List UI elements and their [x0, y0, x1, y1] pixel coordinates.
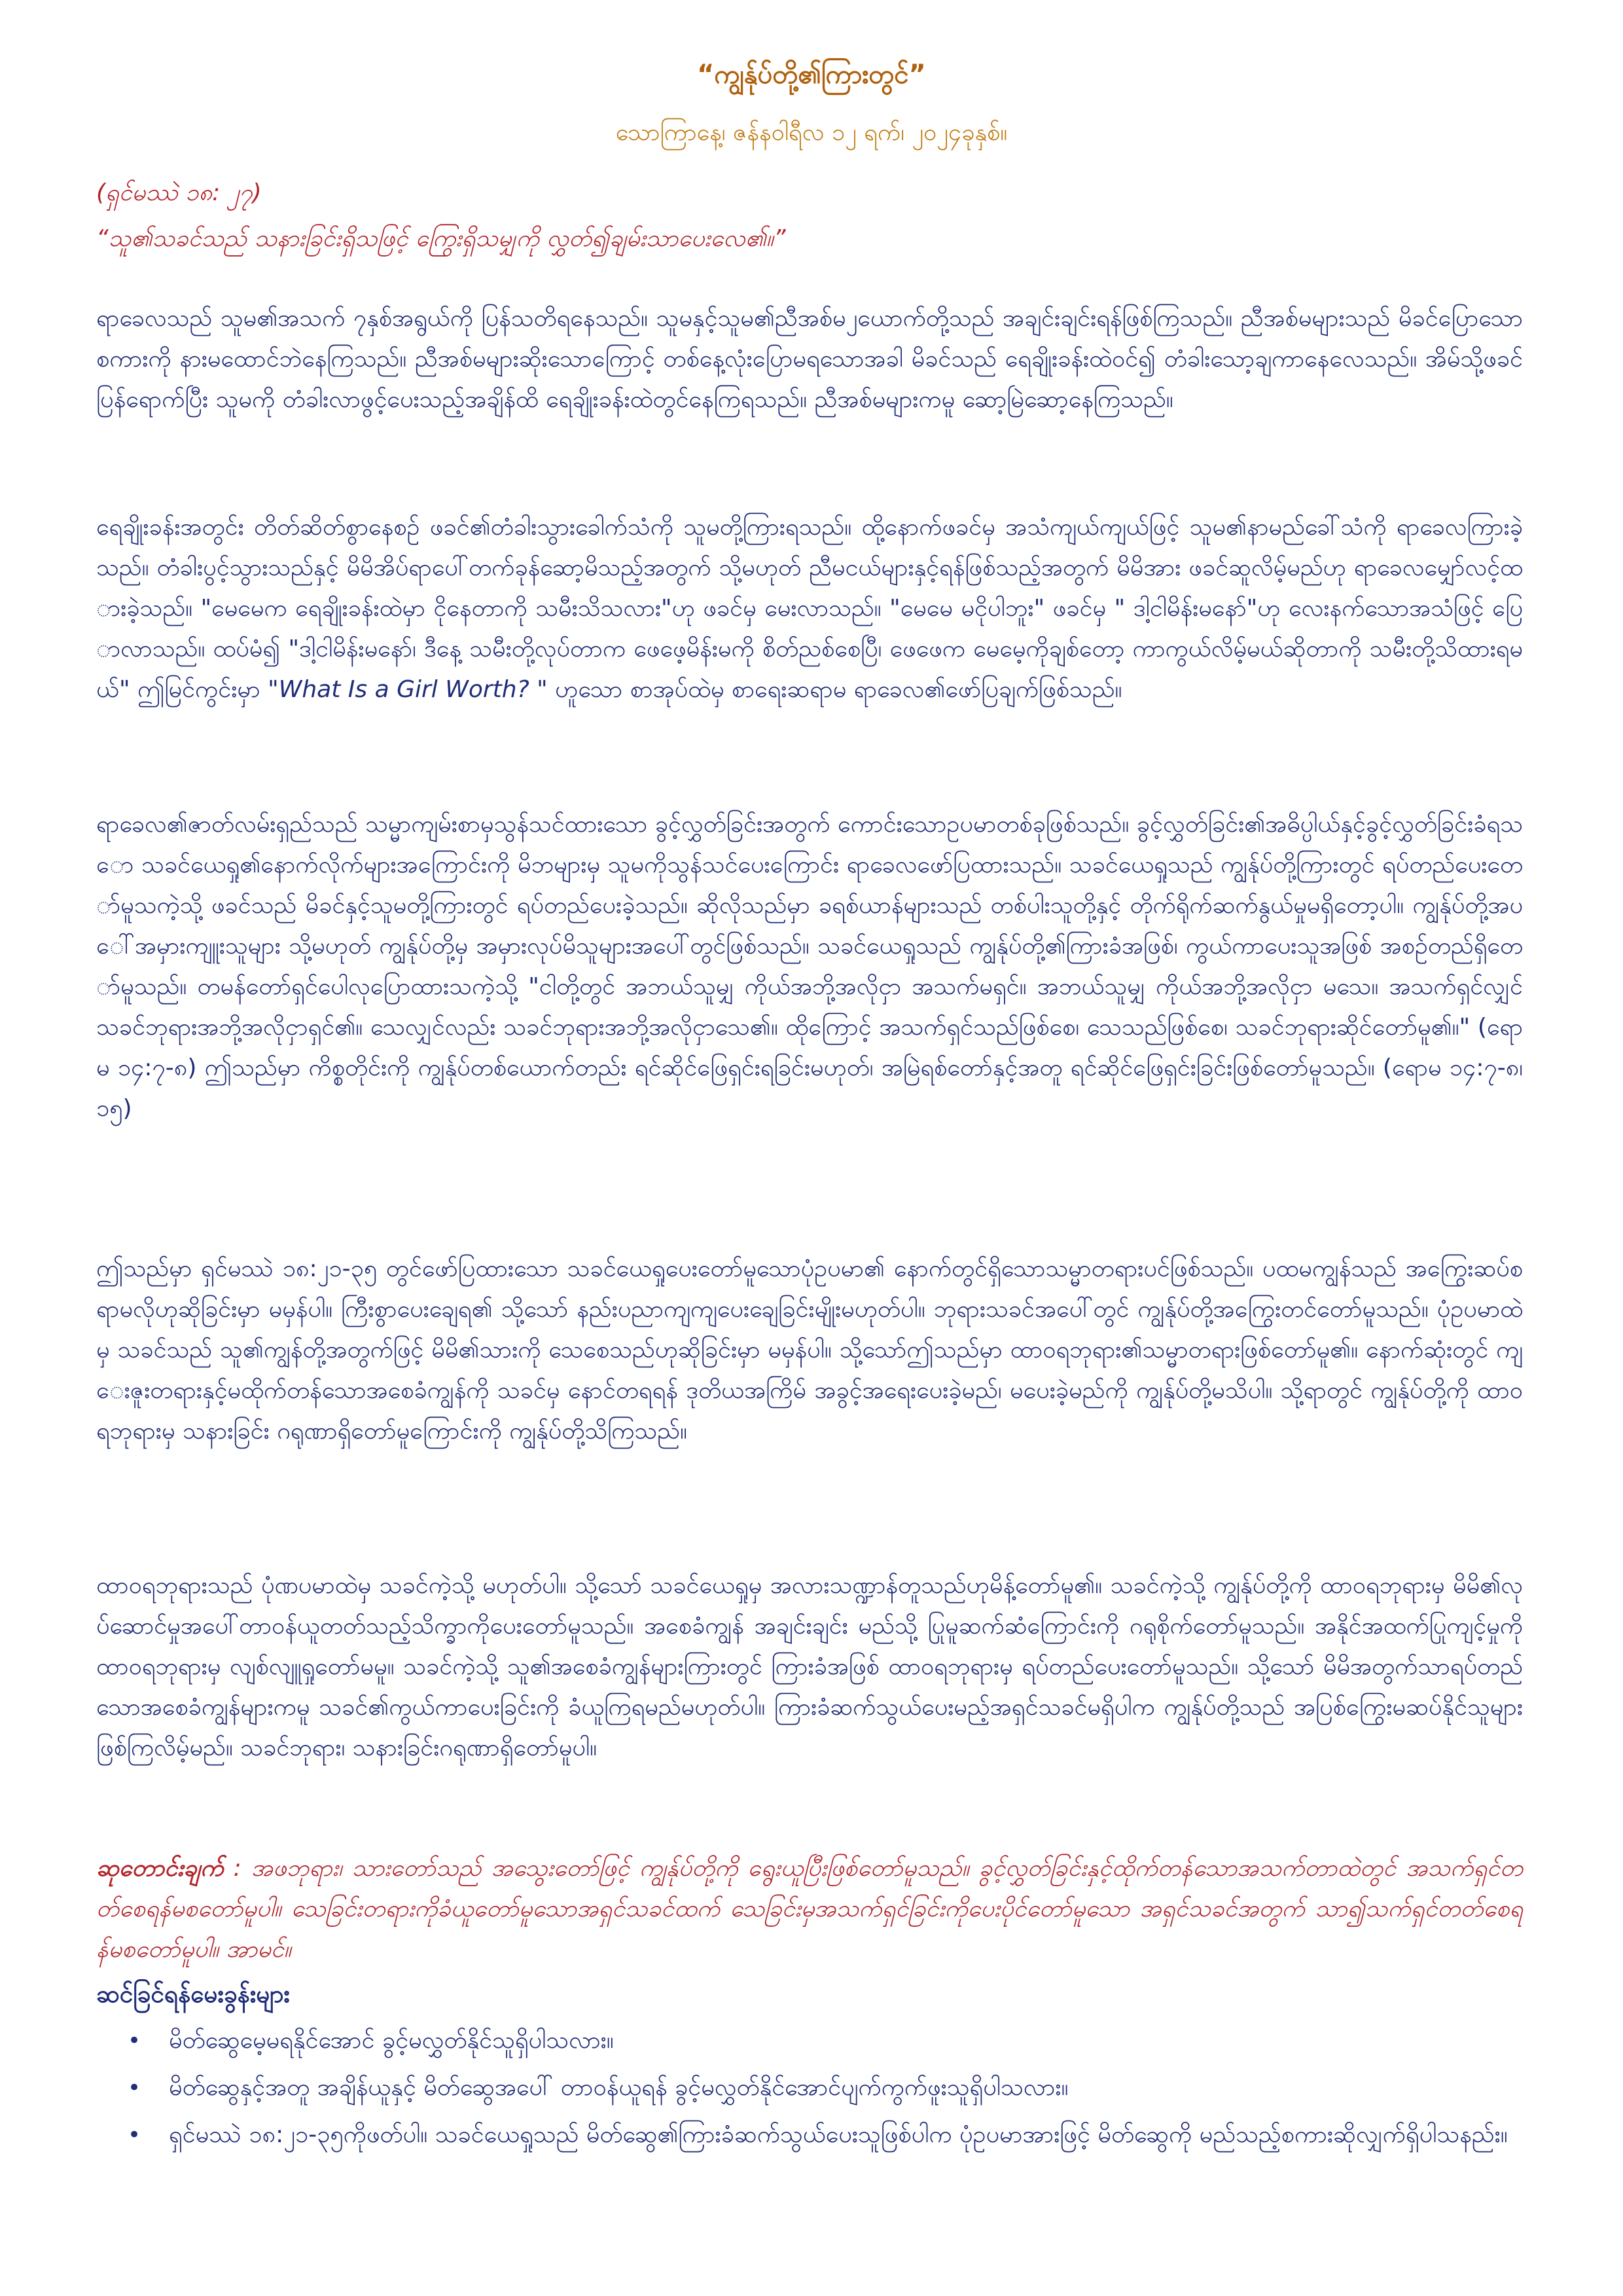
paragraph-2-tail: ဟူသော စာအုပ်ထဲမှ စာရေးဆရာမ ရာခေလ၏ဖော်ပြချက်ဖြစ်သည်။: [547, 676, 1122, 703]
paragraph-2-text: ရေချိုးခန်းအတွင်း တိတ်ဆိတ်စွာနေစဉ် ဖခင်၏တံခါးသွားခေါက်သံကို သူမတို့ကြားရသည်။ ထို့နောက်ဖခင်မှ အသံကျယ်ကျယ်ဖြင့် သူမ၏နာမည်ခေါ်သံကို ရာခေလကြားခဲ့သည်။ တံခါးပွင့်သွားသည်နှင့် မိမိအိပ်ရာပေါ်တက်ခုန်ဆော့မိသည့်အတွက် သို့မဟုတ် ညီမငယ်များနှင့်ရန်ဖြစ်သည့်အတွက် မိမိအား ဖခင်ဆူလိမ့်မည်ဟု ရာခေလမျှော်လင့်ထားခဲ့သည်။ "မေမေက ရေချိုးခန်းထဲမှာ ငိုနေတာကို သမီးသိသလား"ဟု ဖခင်မှ မေးလာသည်။ "မေမေ မငိုပါဘူး" ဖခင်မှ " ဒါ့ငါမိန်းမနော်"ဟု လေးနက်သောအသံဖြင့် ပြောလာသည်။ ထပ်မံ၍ "ဒါ့ငါမိန်းမနော်၊ ဒီနေ့ သမီးတို့လုပ်တာက ဖေဖေ့မိန်းမကို စိတ်ညစ်စေပြီ၊ ဖေဖေက မေမေ့ကိုချစ်တော့ ကာကွယ်လိမ့်မယ်ဆိုတာကို သမီးတို့သိထားရမယ်" ဤမြင်ကွင်းမှာ: [96, 514, 1523, 703]
page-title: “ကျွန်ုပ်တို့၏ကြားတွင်”: [697, 60, 926, 90]
questions-list: [124, 2021, 1525, 2162]
question-text: မိတ်ဆွေမေ့မရနိုင်အောင် ခွင့်မလွှတ်နိုင်သူရှိပါသလား။: [169, 2027, 614, 2054]
scripture-verse: “သူ၏သခင်သည် သနားခြင်းရှိသဖြင့် ကြွေးရှိသမျှကို လွှတ်၍ချမ်းသာပေးလေ၏။”: [96, 225, 786, 252]
questions-heading: ဆင်ခြင်ရန်မေးခွန်းများ: [96, 1980, 290, 2008]
book-title: "What Is a Girl Worth? ": [268, 676, 548, 703]
prayer: [96, 1848, 1523, 1970]
paragraph-5: ထာဝရဘုရားသည် ပုံဏပမာထဲမှ သခင်ကဲ့သို့ မဟုတ်ပါ။ သို့သော် သခင်ယေရှုမှ အလားသဏ္ဍာန်တူသည်ဟုမိန့်တော်မူ၏။ သခင်ကဲ့သို့ ကျွန်ုပ်တို့ကို ထာဝရဘုရားမှ မိမိ၏လုပ်ဆောင်မှုအပေါ်တာဝန်ယူတတ်သည့်သိက္ခာကိုပေးတော်မူသည်။ အစေခံကျွန် အချင်းချင်း မည်သို့ ပြုမူဆက်ဆံကြောင်းကို ဂရုစိုက်တော်မူသည်။ အနိုင်အထက်ပြုကျင့်မှုကို ထာဝရဘုရားမှ လျစ်လျူရှုတော်မမူ။ သခင်ကဲ့သို့ သူ၏အစေခံကျွန်များကြားတွင် ကြားခံအဖြစ် ထာဝရဘုရားမှ ရပ်တည်ပေးတော်မူသည်။ သို့သော် မိမိအတွက်သာရပ်တည်သောအစေခံကျွန်များကမူ သခင်၏ကွယ်ကာပေးခြင်းကို ခံယူကြရမည်မဟုတ်ပါ။ ကြားခံဆက်သွယ်ပေးမည့်အရှင်သခင်မရှိပါက ကျွန်ုပ်တို့သည် အပြစ်ကြွေးမဆပ်နိုင်သူများဖြစ်ကြလိမ့်မည်။ သခင်ဘုရား၊ သနားခြင်းဂရုဏာရှိတော်မူပါ။: [96, 1572, 1523, 1761]
paragraph-3: ရာခေလ၏ဇာတ်လမ်းရှည်သည် သမ္မာကျမ်းစာမှသွန်သင်ထားသော ခွင့်လွှတ်ခြင်းအတွက် ကောင်းသောဥပမာတစ်ခုဖြစ်သည်။ ခွင့်လွှတ်ခြင်း၏အဓိပ္ပါယ်နှင့်ခွင့်လွှတ်ခြင်းခံရသော သခင်ယေရှု၏နောက်လိုက်များအကြောင်းကို မိဘများမှ သူမကိုသွန်သင်ပေးကြောင်း ရာခေလဖော်ပြထားသည်။ သခင်ယေရှုသည် ကျွန်ုပ်တို့ကြားတွင် ရပ်တည်ပေးတော်မူသကဲ့သို့ ဖခင်သည် မိခင်နှင့်သူမတို့ကြားတွင် ရပ်တည်ပေးခဲ့သည်။ ဆိုလိုသည်မှာ ခရစ်ယာန်များသည် တစ်ပါးသူတို့နှင့် တိုက်ရိုက်ဆက်နွယ်မှုမရှိတော့ပါ။ ကျွန်ုပ်တို့အပေါ်အမှားကျူးသူများ သို့မဟုတ် ကျွန်ုပ်တို့မှ အမှားလုပ်မိသူများအပေါ်တွင်ဖြစ်သည်။ သခင်ယေရှုသည် ကျွန်ုပ်တို့၏ကြားခံအဖြစ်၊ ကွယ်ကာပေးသူအဖြစ် အစဉ်တည်ရှိတော်မူသည်။ တမန်တော်ရှင်ပေါလုပြောထားသကဲ့သို့ "ငါတို့တွင် အဘယ်သူမျှ ကိုယ်အဘို့အလိုငှာ အသက်မရှင်။ အဘယ်သူမျှ ကိုယ်အဘို့အလိုငှာ မသေ။ အသက်ရှင်လျှင် သခင်ဘုရားအဘို့အလိုငှာရှင်၏။ သေလျှင်လည်း သခင်ဘုရားအဘို့အလိုငှာသေ၏။ ထိုကြောင့် အသက်ရှင်သည်ဖြစ်စေ၊ သေသည်ဖြစ်စေ၊ သခင်ဘုရားဆိုင်တော်မူ၏။" (ရောမ ၁၄:၇-၈) ဤသည်မှာ ကိစ္စတိုင်းကို ကျွန်ုပ်တစ်ယောက်တည်း ရင်ဆိုင်ဖြေရှင်းရခြင်းမဟုတ်၊ အမြဲရစ်တော်နှင့်အတူ ရင်ဆိုင်ဖြေရှင်းခြင်းဖြစ်တော်မူသည်။ (ရောမ ၁၄:၇-၈၊ ၁၅): [96, 811, 1523, 1122]
paragraph-1: ရာခေလသည် သူမ၏အသက် ၇နှစ်အရွယ်ကို ပြန်သတိရနေသည်။ သူမနှင့်သူမ၏ညီအစ်မ၂ယောက်တို့သည် အချင်းချင်းရန်ဖြစ်ကြသည်။ ညီအစ်မများသည် မိခင်ပြောသောစကားကို နားမထောင်ဘဲနေကြသည်။ ညီအစ်မများဆိုးသောကြောင့် တစ်နေ့လုံးပြောမရသောအခါ မိခင်သည် ရေချိုးခန်းထဲဝင်၍ တံခါးသော့ချကာနေလေသည်။ အိမ်သို့ဖခင်ပြန်ရောက်ပြီး သူမကို တံခါးလာဖွင့်ပေးသည့်အချိန်ထိ ရေချိုးခန်းထဲတွင်နေကြရသည်။ ညီအစ်မများကမူ ဆော့မြဲဆော့နေကြသည်။: [96, 305, 1523, 413]
list-item: [124, 2115, 1525, 2155]
question-text: ရှင်မဿဲ ၁၈:၂၁-၃၅ကိုဖတ်ပါ။ သခင်ယေရှုသည် မိတ်ဆွေ၏ကြားခံဆက်သွယ်ပေးသူဖြစ်ပါက ပုံဥပမာအားဖြင့် မိတ်ဆွေကို မည်သည့်စကားဆိုလျှက်ရှိပါသနည်း။: [169, 2121, 1508, 2148]
scripture-reference: (ရှင်မဿဲ ၁၈: ၂၇): [96, 179, 262, 206]
paragraph-2: [96, 507, 1523, 710]
page-date: သောကြာနေ့၊ ဇန်နဝါရီလ ၁၂ ရက်၊ ၂၀၂၄ခုနှစ်။: [615, 119, 1008, 146]
list-item: [124, 2021, 1525, 2060]
list-item: [124, 2068, 1525, 2108]
prayer-text: အဖဘုရား၊ သားတော်သည် အသွေးတော်ဖြင့် ကျွန်ုပ်တို့ကို ရွေးယူပြီးဖြစ်တော်မူသည်။ ခွင့်လွှတ်ခြင်းနှင့်ထိုက်တန်သောအသက်တာထဲတွင် အသက်ရှင်တတ်စေရန်မစတော်မူပါ။ သေခြင်းတရားကိုခံယူတော်မူသောအရှင်သခင်ထက် သေခြင်းမှအသက်ရှင်ခြင်းကိုပေးပိုင်တော်မူသော အရှင်သခင်အတွက် သာ၍သက်ရှင်တတ်စေရန်မစတော်မူပါ။ အာမင်။: [96, 1855, 1524, 1963]
bullet-icon: •: [127, 2075, 141, 2101]
prayer-label: ဆုတောင်းချက်: [96, 1855, 224, 1882]
prayer-separator: :: [223, 1855, 252, 1882]
bullet-icon: •: [127, 2028, 141, 2054]
paragraph-4: ဤသည်မှာ ရှင်မဿဲ ၁၈:၂၁-၃၅ တွင်ဖော်ပြထားသော သခင်ယေရှုပေးတော်မူသောပုံဥပမာ၏ နောက်တွင်ရှိသောသမ္မာတရားပင်ဖြစ်သည်။ ပထမကျွန်သည် အကြွေးဆပ်စရာမလိုဟုဆိုခြင်းမှာ မမှန်ပါ။ ကြီးစွာပေးချေရ၏ သို့သော် နည်းပညာကျကျပေးချေခြင်းမျိုးမဟုတ်ပါ။ ဘုရားသခင်အပေါ်တွင် ကျွန်ုပ်တို့အကြွေးတင်တော်မူသည်။ ပုံဥပမာထဲမှ သခင်သည် သူ၏ကျွန်တို့အတွက်ဖြင့် မိမိ၏သားကို သေစေသည်ဟုဆိုခြင်းမှာ မမှန်ပါ။ သို့သော်ဤသည်မှာ ထာဝရဘုရား၏သမ္မာတရားဖြစ်တော်မူ၏။ နောက်ဆုံးတွင် ကျေးဇူးတရားနှင့်မထိုက်တန်သောအစေခံကျွန်ကို သခင်မှ နောင်တရရန် ဒုတိယအကြိမ် အခွင့်အရေးပေးခဲ့မည်၊ မပေးခဲ့မည်ကို ကျွန်ုပ်တို့မသိပါ။ သို့ရာတွင် ကျွန်ုပ်တို့ကို ထာဝရဘုရားမှ သနားခြင်း ဂရုဏာရှိတော်မူကြောင်းကို ကျွန်ုပ်တို့သိကြသည်။: [96, 1255, 1523, 1444]
question-text: မိတ်ဆွေနှင့်အတူ အချိန်ယူနှင့် မိတ်ဆွေအပေါ် တာဝန်ယူရန် ခွင့်မလွှတ်နိုင်အောင်ပျက်ကွက်ဖူးသူရှိပါသလား။: [169, 2074, 1069, 2101]
bullet-icon: •: [127, 2122, 141, 2148]
